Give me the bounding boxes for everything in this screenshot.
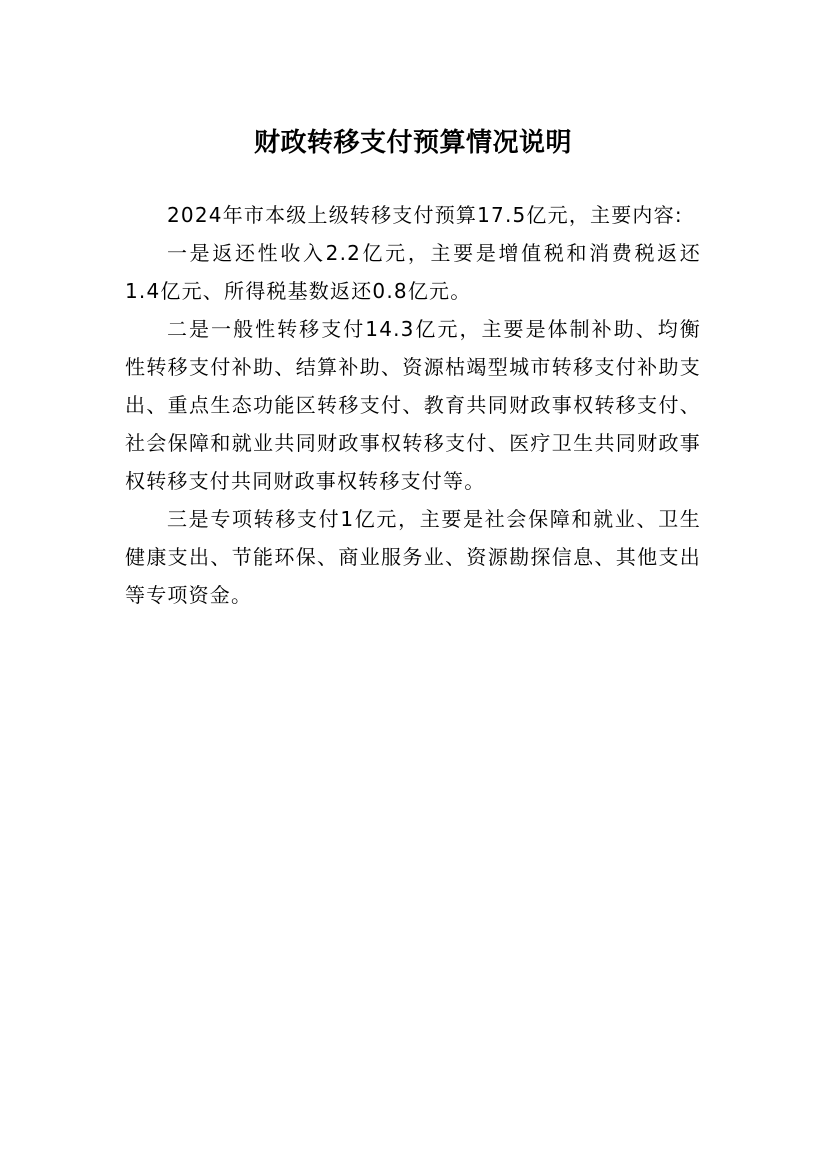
paragraph-returned-revenue: 一是返还性收入2.2亿元，主要是增值税和消费税返还1.4亿元、所得税基数返还0.8亿元。 bbox=[125, 241, 701, 303]
paragraph-special-transfer: 三是专项转移支付1亿元，主要是社会保障和就业、卫生健康支出、节能环保、商业服务业、资源勘探信息、其他支出等专项资金。 bbox=[125, 507, 701, 607]
document-title: 财政转移支付预算情况说明 bbox=[253, 128, 572, 159]
paragraph-general-transfer: 二是一般性转移支付14.3亿元，主要是体制补助、均衡性转移支付补助、结算补助、资源枯竭型城市转移支付补助支出、重点生态功能区转移支付、教育共同财政事权转移支付、社会保障和就业共同财政事权转移支付、医疗卫生共同财政事权转移支付共同财政事权转移支付等。 bbox=[125, 317, 701, 493]
paragraph-intro: 2024年市本级上级转移支付预算17.5亿元，主要内容: bbox=[167, 203, 683, 227]
document-body bbox=[125, 196, 701, 614]
